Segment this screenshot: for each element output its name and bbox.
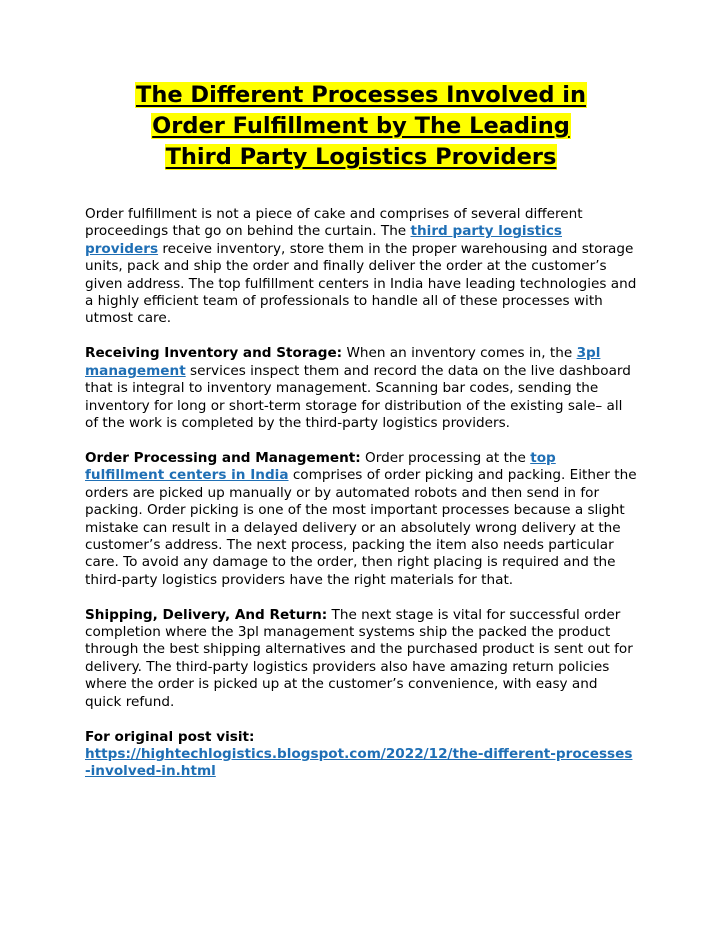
shipping-paragraph: [85, 607, 637, 711]
processing-text-start: Order processing at the: [360, 449, 531, 466]
third-party-logistics-link[interactable]: third party logistics providers: [85, 223, 562, 257]
processing-text-end: comprises of order picking and packing. Either the orders are picked up manually or by automated robots and then send in for packing. Order picking is one of the most important processes because a slight mistake can result in a delayed delivery or an absolutely wrong delivery at the customer’s address. The next process, packing the item also needs particular care. To avoid any damage to the order, then right placing is required and the third-party logistics providers have the right materials for that.: [85, 467, 637, 588]
intro-text-end: receive inventory, store them in the proper warehousing and storage units, pack and ship the order and finally deliver the order at the customer’s given address. The top fulfillment centers in India have leading technologies and a highly efficient team of professionals to handle all of these processes with utmost care.: [85, 240, 637, 327]
receiving-paragraph: [85, 345, 637, 432]
processing-paragraph: [85, 450, 637, 589]
intro-paragraph: [85, 206, 637, 328]
document-page: [85, 80, 637, 798]
receiving-text-start: When an inventory comes in, the: [342, 345, 577, 362]
document-title: [85, 80, 637, 173]
title-line-3: Third Party Logistics Providers: [165, 144, 557, 170]
source-url-link[interactable]: https://hightechlogistics.blogspot.com/2022/12/the-different-processes-involved-in.html: [85, 745, 633, 780]
source-label: For original post visit:: [85, 728, 255, 745]
source-paragraph: [85, 729, 637, 781]
3pl-management-link[interactable]: 3pl management: [85, 345, 601, 379]
title-line-1: The Different Processes Involved in: [135, 82, 587, 108]
receiving-text-end: services inspect them and record the data on the live dashboard that is integral to inventory management. Scanning bar codes, sending the inventory for long or short-term storage for distribution of the existing sale– all of the work is completed by the third-party logistics providers.: [85, 362, 631, 431]
processing-heading: Order Processing and Management:: [85, 449, 361, 466]
fulfillment-centers-link[interactable]: top fulfillment centers in India: [85, 449, 556, 484]
title-line-2: Order Fulfillment by The Leading: [152, 113, 570, 139]
intro-text-start: Order fulfillment is not a piece of cake and comprises of several different proceedings that go on behind the curtain. The: [85, 206, 583, 240]
shipping-text: The next stage is vital for successful order completion where the 3pl management systems ship the packed the product through the best shipping alternatives and the purchased product is sent out for delivery. The third-party logistics providers also have amazing return policies where the order is picked up at the customer’s convenience, with easy and quick refund.: [85, 606, 633, 710]
shipping-heading: Shipping, Delivery, And Return:: [85, 606, 328, 623]
receiving-heading: Receiving Inventory and Storage:: [85, 345, 343, 362]
